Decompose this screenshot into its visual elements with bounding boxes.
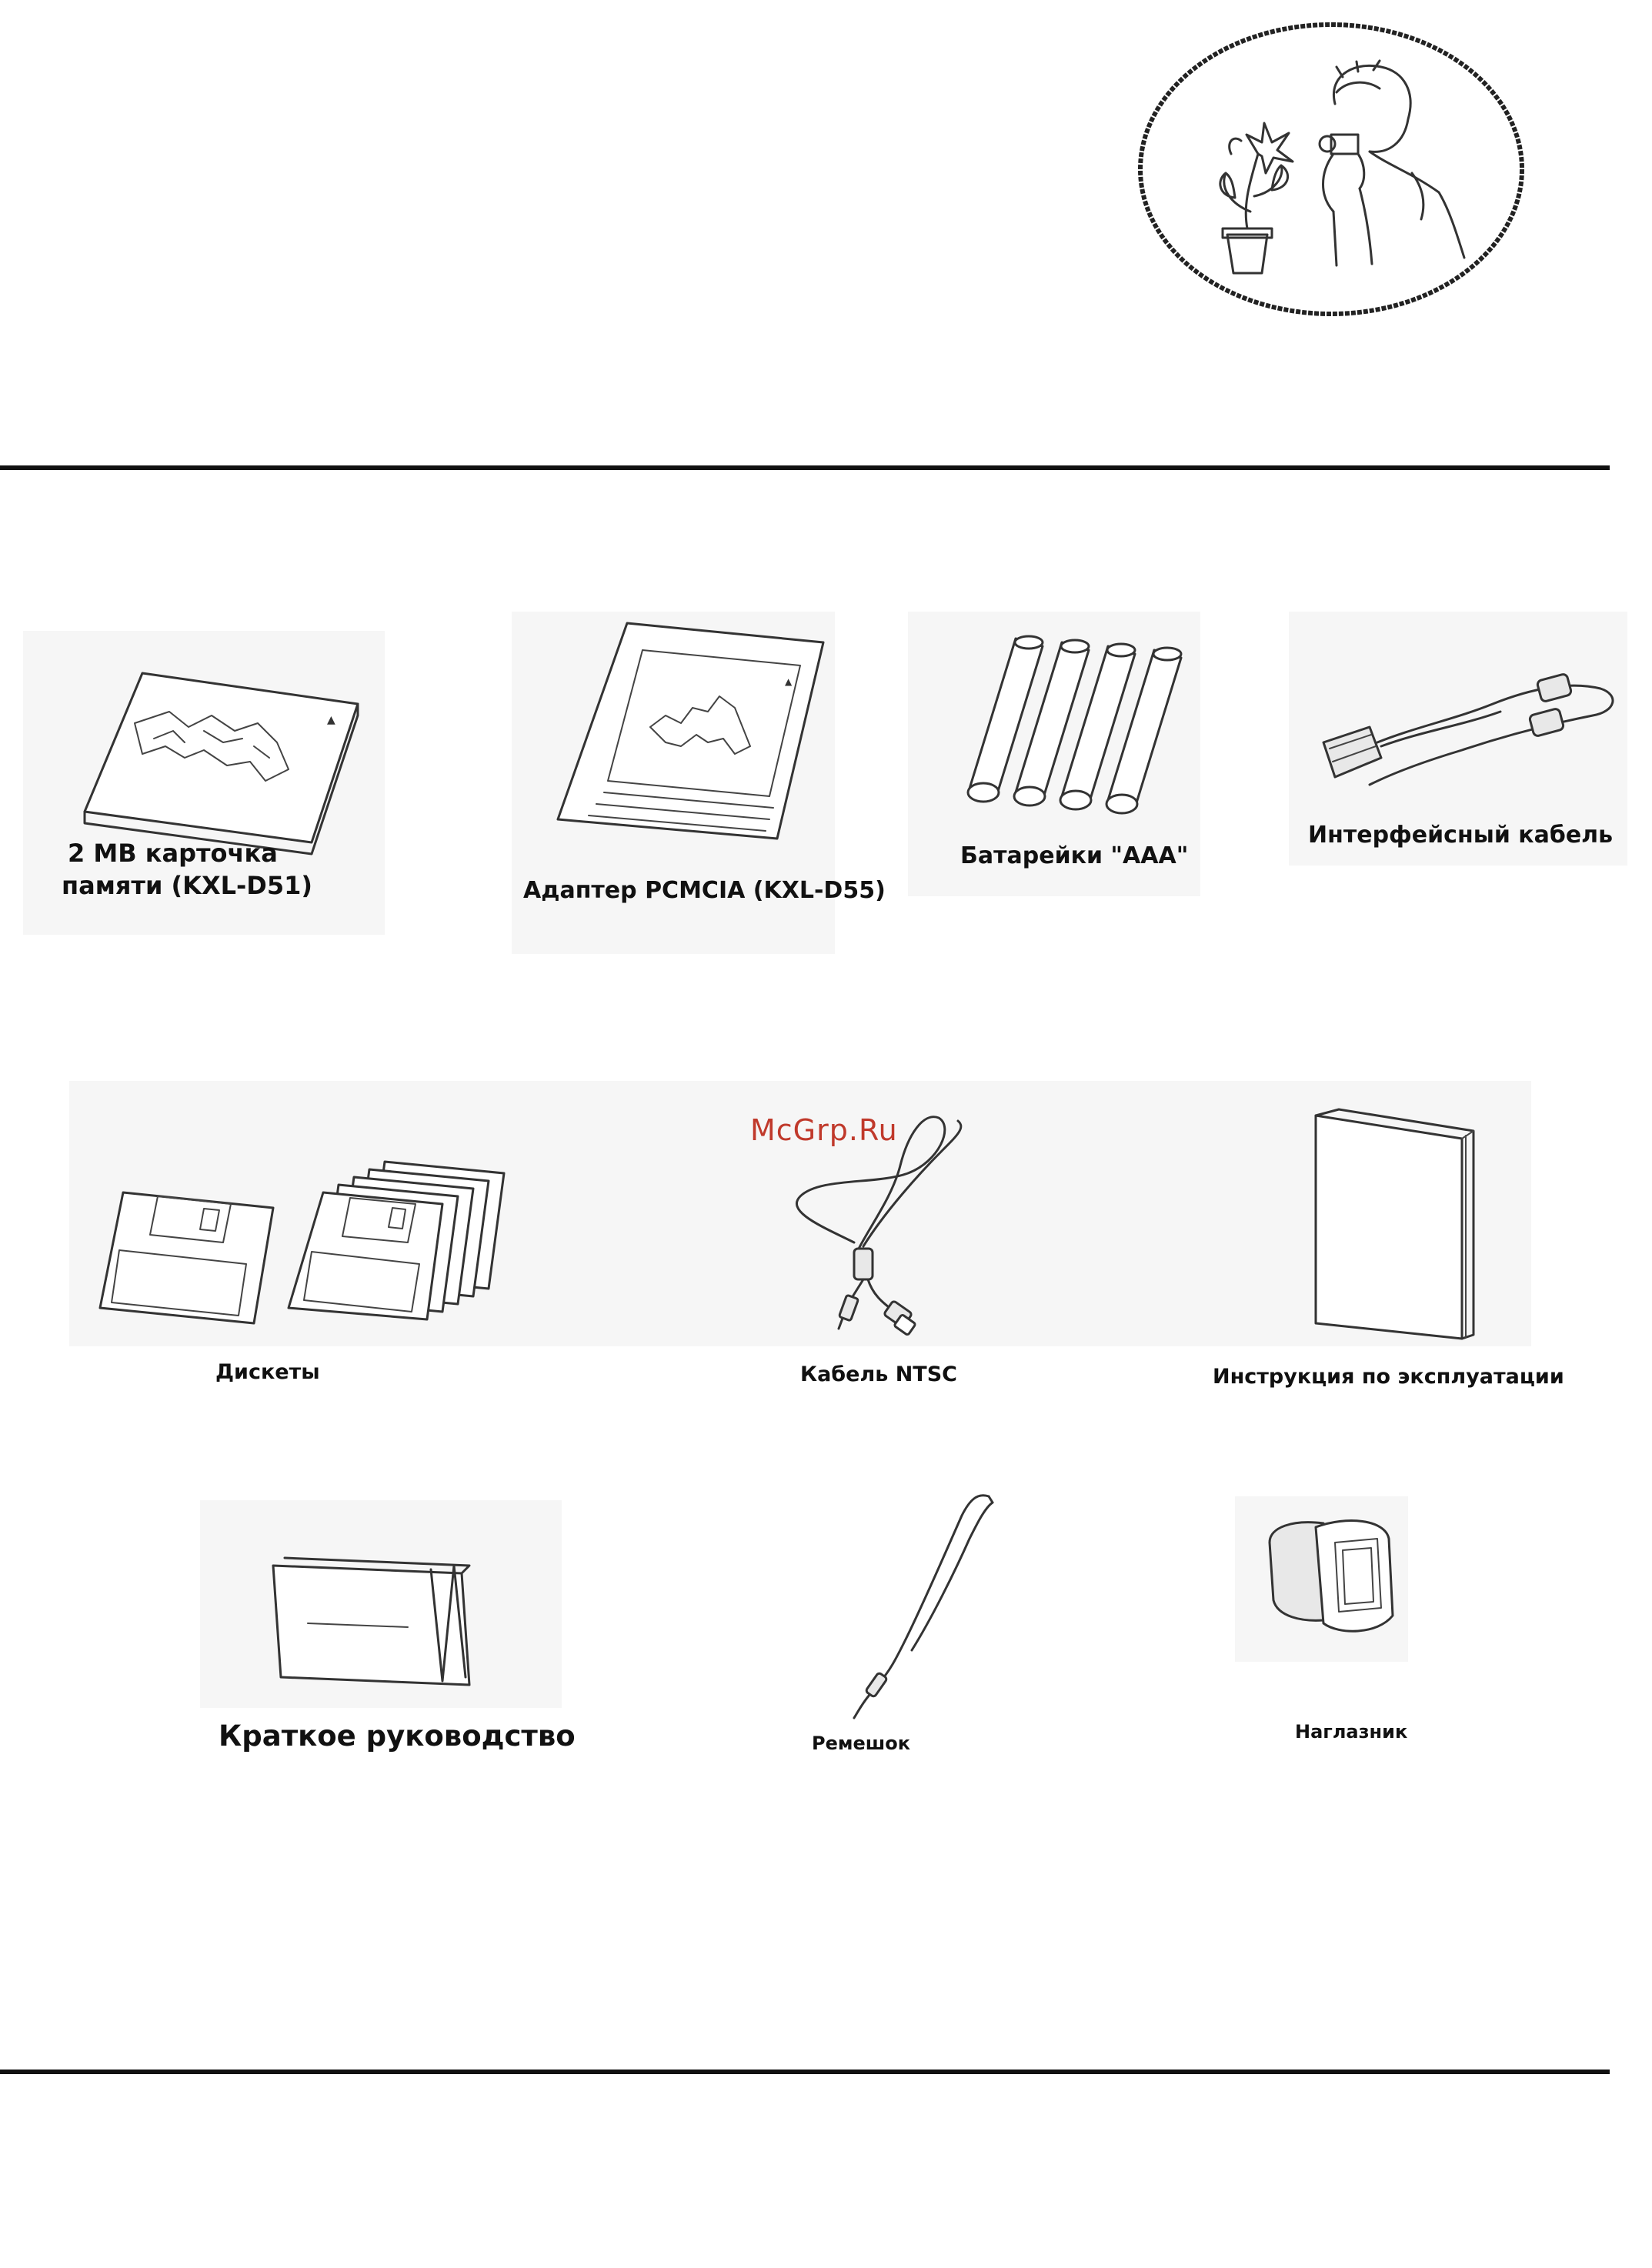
svg-text:▲: ▲ <box>327 714 335 726</box>
memory-card-label-line2: памяти (KXL-D51) <box>62 871 312 900</box>
svg-text:▲: ▲ <box>785 676 793 687</box>
top-divider <box>0 465 1610 470</box>
strap-label: Ремешок <box>812 1733 911 1754</box>
watermark-text: McGrp.Ru <box>750 1113 898 1147</box>
floppy-disks-icon <box>96 1158 519 1335</box>
memory-card-icon <box>81 669 365 846</box>
operating-manual-icon <box>1308 1108 1485 1346</box>
strap-icon <box>831 1489 1000 1719</box>
pcmcia-adapter-icon <box>554 619 831 842</box>
pcmcia-adapter-label: Адаптер PCMCIA (KXL-D55) <box>523 877 886 904</box>
quick-guide-icon <box>269 1554 492 1693</box>
header-illustration <box>1135 19 1527 319</box>
operating-manual-label: Инструкция по эксплуатации <box>1213 1365 1564 1389</box>
bottom-divider <box>0 2070 1610 2074</box>
eyecup-label: Наглазник <box>1295 1721 1408 1743</box>
eyecup-icon <box>1262 1508 1400 1646</box>
floppy-disks-label: Дискеты <box>215 1360 320 1384</box>
ntsc-cable-label: Кабель NTSC <box>800 1362 957 1386</box>
memory-card-label-line1: 2 MB карточка <box>68 839 278 868</box>
batteries-icon <box>954 627 1208 812</box>
interface-cable-label: Интерфейсный кабель <box>1308 822 1614 849</box>
batteries-label: Батарейки "AAA" <box>960 842 1189 869</box>
interface-cable-icon <box>1308 650 1624 812</box>
quick-guide-label: Краткое руководство <box>219 1719 576 1753</box>
